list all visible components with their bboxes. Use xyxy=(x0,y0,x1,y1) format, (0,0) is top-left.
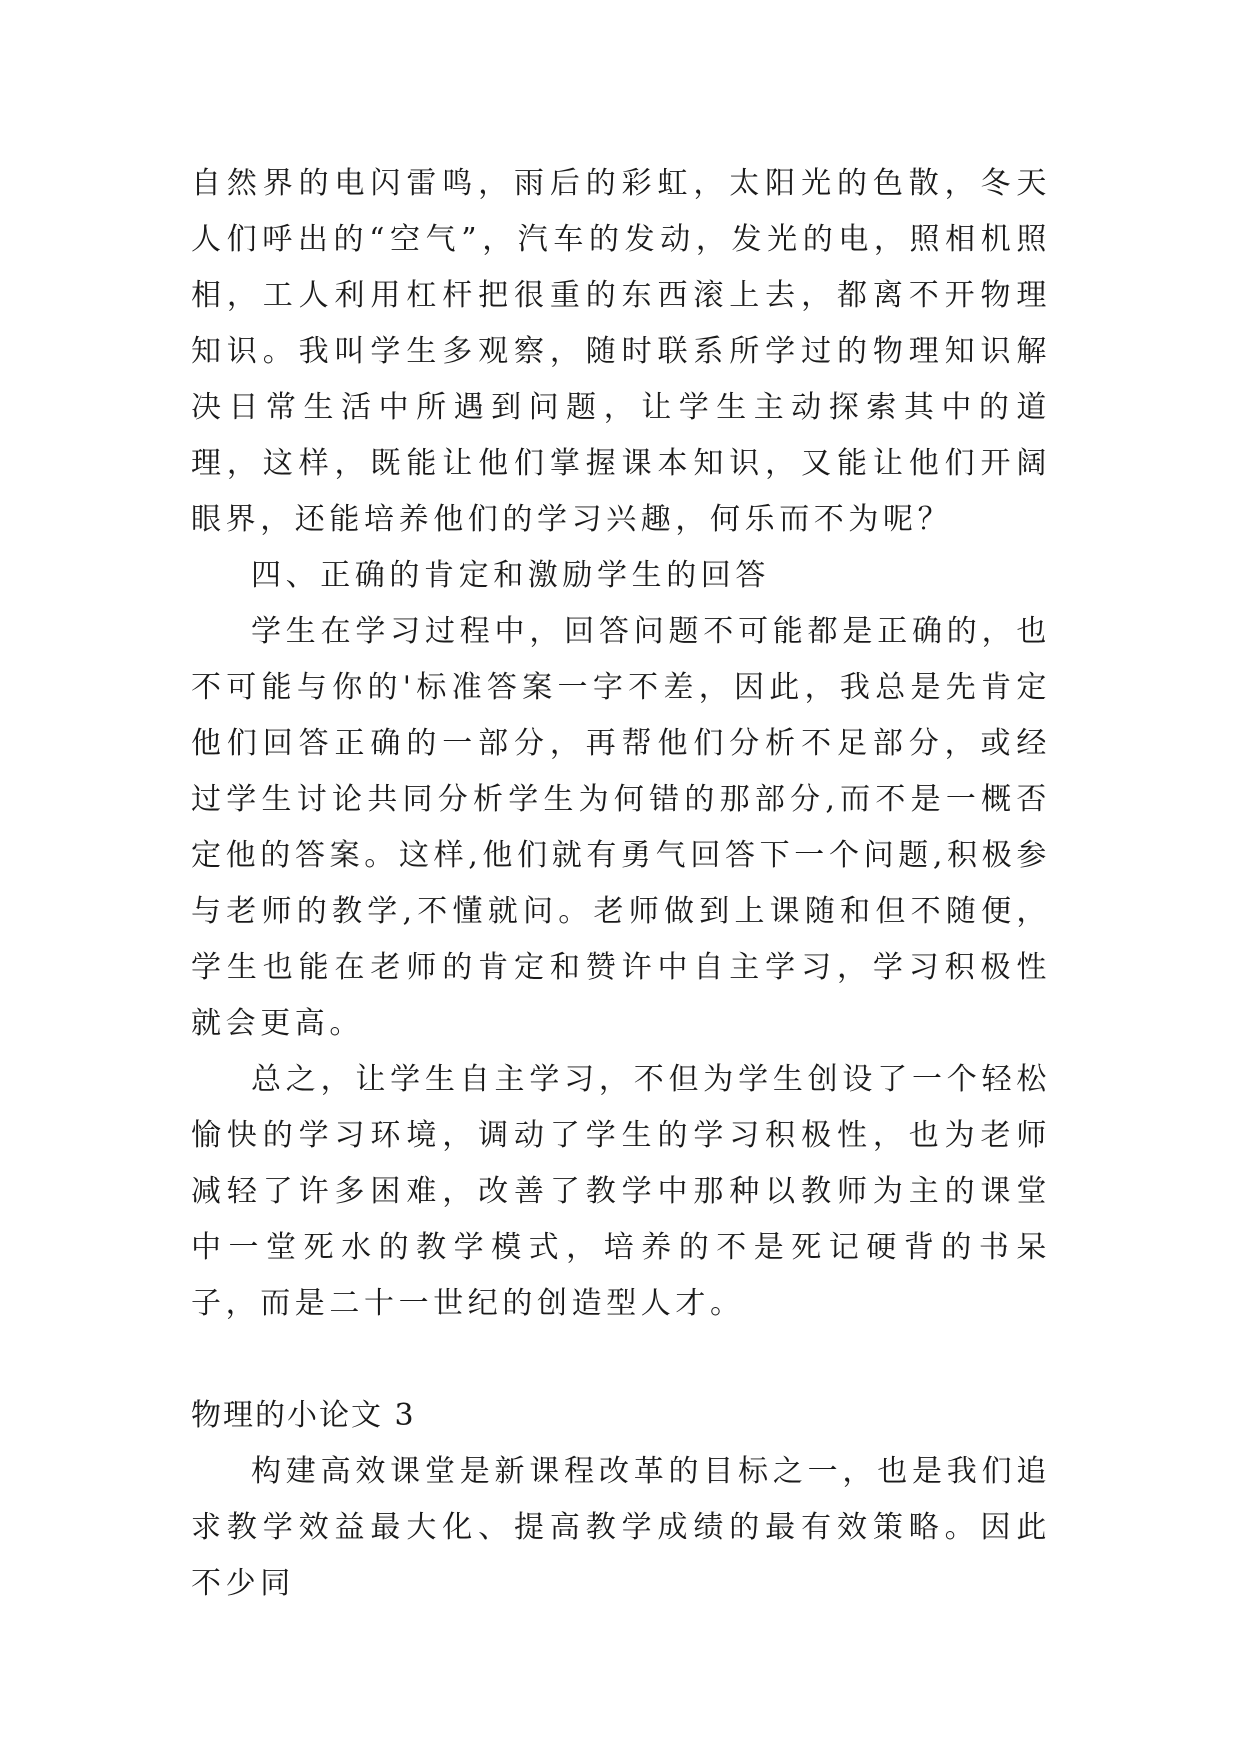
section-four-heading: 四、正确的肯定和激励学生的回答 xyxy=(251,558,770,593)
continuation-paragraph: 自然界的电闪雷鸣，雨后的彩虹，太阳光的色散，冬天人们呼出的“空气”，汽车的发动，发光的电，照相机照相，工人利用杠杆把很重的东西滚上去，都离不开物理知识。我叫学生多观察，随时联系所学过的物理知识解决日常生活中所遇到问题，让学生主动探索其中的道理，这样，既能让他们掌握课本知识，又能让他们开阔眼界，还能培养他们的学习兴趣，何乐而不为呢？ xyxy=(191,166,1051,537)
document-body xyxy=(191,156,1051,1612)
section-four-paragraph: 学生在学习过程中，回答问题不可能都是正确的，也不可能与你的'标准答案一字不差，因此，我总是先肯定他们回答正确的一部分，再帮他们分析不足部分，或经过学生讨论共同分析学生为何错的那部分,而不是一概否定他的答案。这样,他们就有勇气回答下一个问题,积极参与老师的教学,不懂就问。老师做到上课随和但不随便，学生也能在老师的肯定和赞许中自主学习，学习积极性就会更高。 xyxy=(191,614,1051,1041)
conclusion-paragraph: 总之，让学生自主学习，不但为学生创设了一个轻松愉快的学习环境，调动了学生的学习积极性，也为老师减轻了许多困难，改善了教学中那种以教师为主的课堂中一堂死水的教学模式，培养的不是死记硬背的书呆子，而是二十一世纪的创造型人才。 xyxy=(191,1062,1051,1321)
article-three-title: 物理的小论文 3 xyxy=(191,1398,416,1433)
article-three-paragraph: 构建高效课堂是新课程改革的目标之一，也是我们追求教学效益最大化、提高教学成绩的最有效策略。因此不少同 xyxy=(191,1454,1051,1601)
